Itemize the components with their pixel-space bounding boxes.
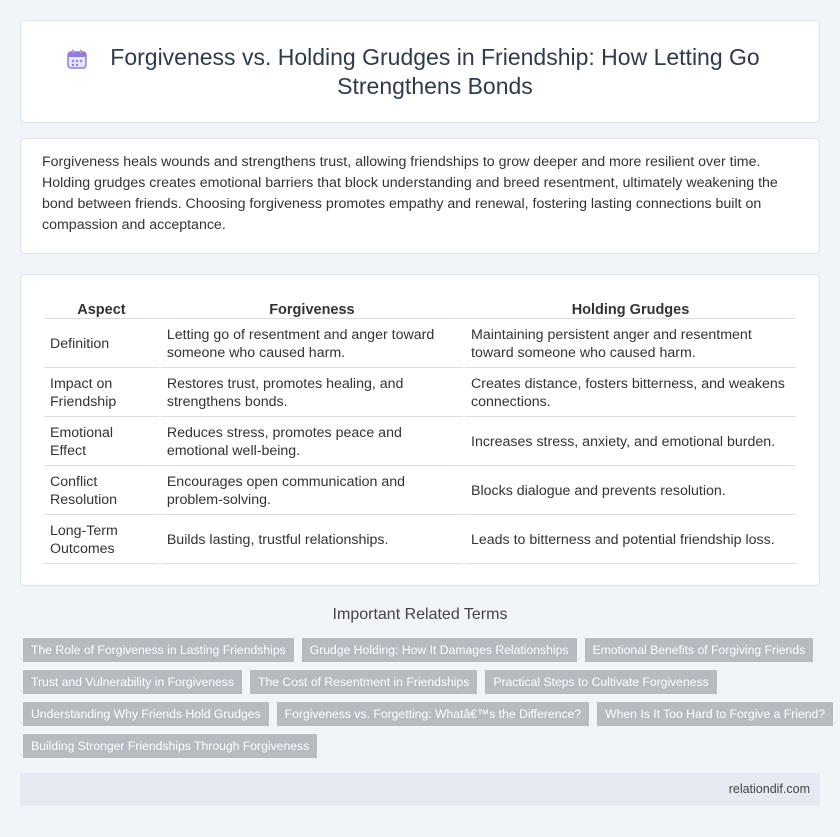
- header-holding-grudges: Holding Grudges: [465, 298, 796, 319]
- table-row: [44, 468, 796, 515]
- tag-row: [23, 670, 823, 694]
- related-term-tag[interactable]: When Is It Too Hard to Forgive a Friend?: [597, 702, 833, 726]
- page-title: Forgiveness vs. Holding Grudges in Friendship: How Letting Go Strengthens Bonds: [110, 44, 760, 99]
- related-term-tag[interactable]: Practical Steps to Cultivate Forgiveness: [485, 670, 716, 694]
- table-row: [44, 321, 796, 368]
- forgiveness-cell: Reduces stress, promotes peace and emotional well-being.: [161, 419, 463, 466]
- header-forgiveness: Forgiveness: [161, 298, 463, 319]
- related-term-tag[interactable]: The Cost of Resentment in Friendships: [250, 670, 477, 694]
- grudges-cell: Blocks dialogue and prevents resolution.: [465, 468, 796, 515]
- grudges-cell: Increases stress, anxiety, and emotional burden.: [465, 419, 796, 466]
- forgiveness-cell: Restores trust, promotes healing, and strengthens bonds.: [161, 370, 463, 417]
- table-header-row: [44, 298, 796, 319]
- table-row: [44, 517, 796, 564]
- intro-paragraph: Forgiveness heals wounds and strengthens trust, allowing friendships to grow deeper and more resilient over time. Holding grudges creates emotional barriers that block understanding and breed resentment, ultimately weakening the bond between friends. Choosing forgiveness promotes empathy and renewal, fostering lasting connections built on compassion and acceptance.: [42, 154, 778, 233]
- related-term-tag[interactable]: Building Stronger Friendships Through Forgiveness: [23, 734, 317, 758]
- comparison-card: [20, 274, 820, 586]
- intro-card: [20, 138, 820, 254]
- tag-row: [23, 638, 823, 662]
- related-term-tag[interactable]: Trust and Vulnerability in Forgiveness: [23, 670, 242, 694]
- title-card: [20, 20, 820, 123]
- tag-row: [23, 734, 823, 758]
- header-aspect: Aspect: [44, 298, 159, 319]
- forgiveness-cell: Encourages open communication and problem-solving.: [161, 468, 463, 515]
- related-term-tag[interactable]: Grudge Holding: How It Damages Relationships: [302, 638, 577, 662]
- tag-row: [23, 702, 826, 726]
- related-term-tag[interactable]: Emotional Benefits of Forgiving Friends: [585, 638, 814, 662]
- related-term-tag[interactable]: The Role of Forgiveness in Lasting Friendships: [23, 638, 294, 662]
- related-terms-list: [23, 638, 826, 766]
- related-term-tag[interactable]: Understanding Why Friends Hold Grudges: [23, 702, 269, 726]
- related-terms-heading: Important Related Terms: [332, 606, 508, 623]
- grudges-cell: Leads to bitterness and potential friendship loss.: [465, 517, 796, 564]
- aspect-cell: Impact on Friendship: [44, 370, 159, 417]
- title-wrap: [21, 43, 819, 101]
- aspect-cell: Definition: [44, 321, 159, 368]
- footer: [20, 773, 820, 806]
- related-term-tag[interactable]: Forgiveness vs. Forgetting: Whatâ€™s the Difference?: [277, 702, 589, 726]
- table-row: [44, 419, 796, 466]
- aspect-cell: Conflict Resolution: [44, 468, 159, 515]
- aspect-cell: Long-Term Outcomes: [44, 517, 159, 564]
- forgiveness-cell: Builds lasting, trustful relationships.: [161, 517, 463, 564]
- footer-site-link[interactable]: relationdif.com: [728, 782, 810, 796]
- table-row: [44, 370, 796, 417]
- grudges-cell: Creates distance, fosters bitterness, and weakens connections.: [465, 370, 796, 417]
- comparison-table: [42, 296, 798, 566]
- grudges-cell: Maintaining persistent anger and resentment toward someone who caused harm.: [465, 321, 796, 368]
- aspect-cell: Emotional Effect: [44, 419, 159, 466]
- forgiveness-cell: Letting go of resentment and anger toward someone who caused harm.: [161, 321, 463, 368]
